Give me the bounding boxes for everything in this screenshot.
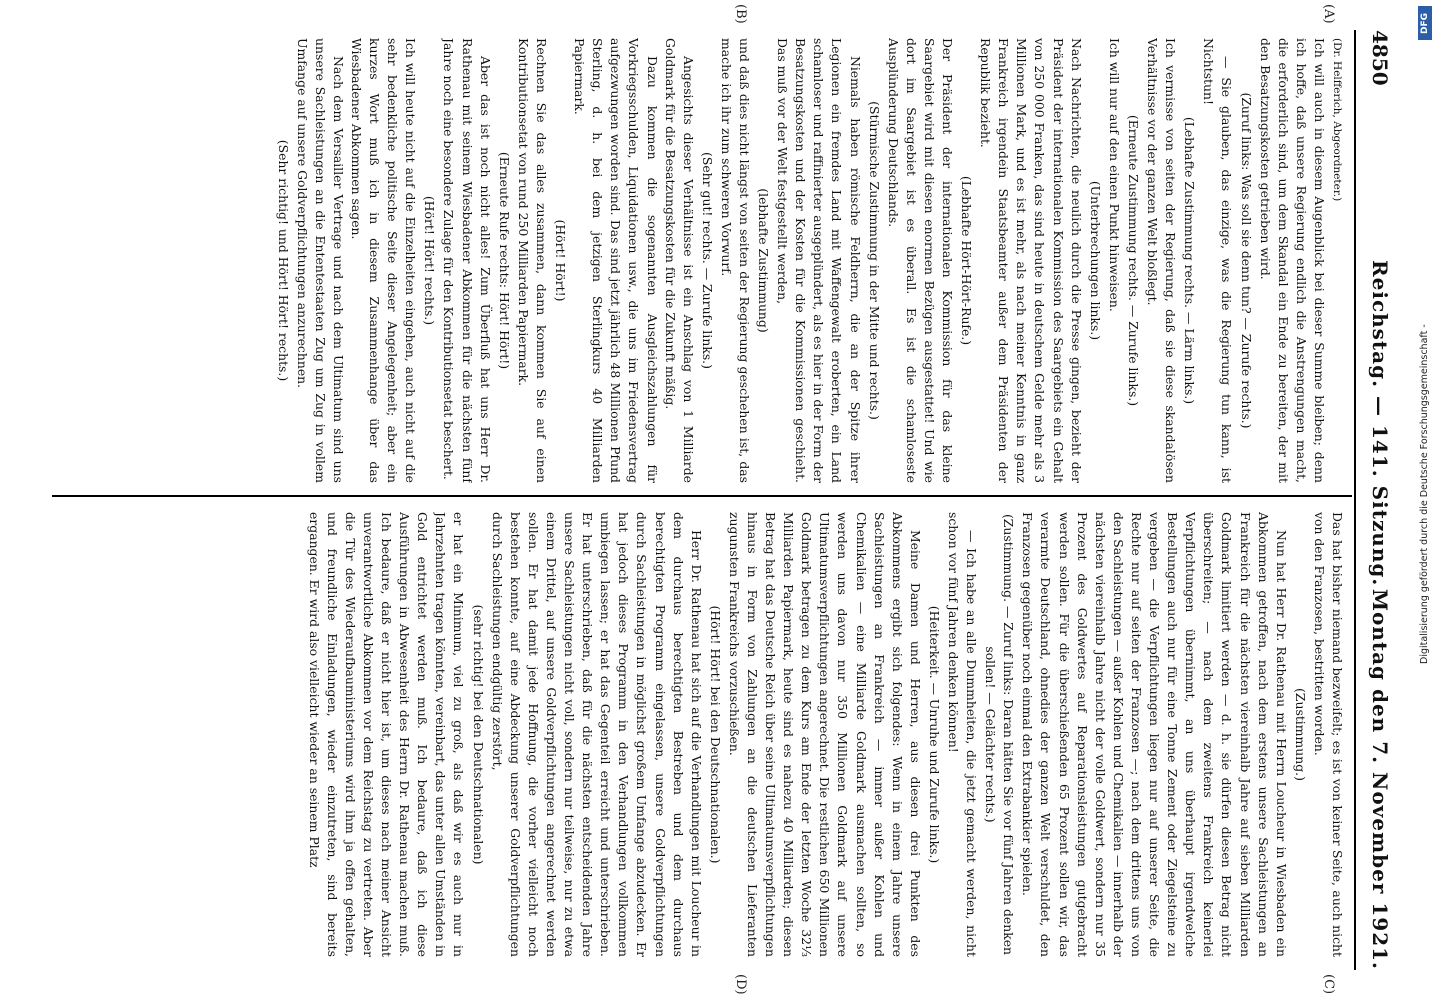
column-divider xyxy=(52,495,1352,497)
paragraph: Dazu kommen die sogenannten Ausgleichszahlungen für Vorkriegsschulden, Liquidationen usw., die uns im Friedensvertrag aufgezwungen worden sind. Das sind jetzt jährlich 48 Millionen Pfund Sterling, d. h. bei dem jetzigen Sterlingkurs 40 Milliarden Papiermark. xyxy=(572,38,660,483)
interjection: (Hört! Hört!) xyxy=(553,219,569,302)
paragraph: — Sie glauben, das einzige, was die Regierung tun kann, ist Nichtstun! xyxy=(1201,38,1235,483)
paragraph: Herr Dr. Rathenau hat sich auf die Verhandlungen mit Loucheur in dem durchaus berechtigten Bestreben und dem durchaus berechtigten Programm eingelassen, unsere Goldverpflichtungen durch Sachleistungen in möglichst großem Umfange abzudecken. Er hat jedoch dieses Programm in den Verhandlungen vollkommen umbiegen lassen; er hat das Gegenteil erreicht und unterschrieben. Er hat unterschrieben, daß für die nächsten entscheidenden Jahre unsere Sachleistungen nicht voll, sondern nur teilweise, nur zu etwa einem Drittel, auf unsere Goldverpflichtungen angerechnet werden sollen. Er hat damit jede Hoffnung, die vorher vielleicht noch bestehen konnte, auf eine Abdeckung unserer Goldverpflichtungen durch Sachleistungen endgültig zerstört, xyxy=(489,512,704,957)
interjection: (Erneute Rufe rechts: Hört! Hört!) xyxy=(496,151,512,370)
paragraph: Ich will heute nicht auf die Einzelheiten eingehen, auch nicht auf die sehr bedenkliche politische Seite dieser Angelegenheit; aber ein kurzes Wort muß ich in diesem Zusammenhange über das Wiesbadener Abkommen sagen. xyxy=(349,38,419,483)
interjection: (Heiterkeit. — Unruhe und Zurufe links.) xyxy=(926,605,942,864)
paragraph: Angesichts dieser Verhältnisse ist ein Anschlag von 1 Milliarde Goldmark für die Besatzungskosten für die Zukunft mäßig. xyxy=(662,38,696,483)
interjection: (Zuruf links: Was soll sie denn tun? — Zurufe rechts.) xyxy=(1238,92,1254,429)
paragraph: Nach dem Versailler Vertrage und nach dem Ultimatum sind uns unsere Sachleistungen an die Ententestaaten Zug um Zug in vollem Umfange auf unsere Goldverpflichtungen anzurechnen. xyxy=(294,38,346,483)
digitization-credit-strip xyxy=(1416,0,1434,1000)
header-rule xyxy=(1354,30,1356,970)
paragraph: er hat ein Minimum, viel zu groß, als daß wir es auch nur in Jahrzehnten tragen könnten, vereinbart, das unter allen Umständen in Gold entrichtet werden muß. Ich bedaure, daß ich diese Ausführungen in Abwesenheit des Herrn Dr. Rathenau machen muß. Ich bedaure, daß er nicht hier ist, um dieses nach meiner Ansicht unverantwortliche Abkommen vor dem Reichstag zu vertreten. Aber die Tür des Wiederaufbauministeriums wird ihm ja offen gehalten, und freundliche Einladungen, wieder einzutreten, sind bereits ergangen. Er wird also vielleicht wieder an seinem Platz xyxy=(306,512,467,957)
margin-mark-d: (D) xyxy=(733,974,748,995)
interjection: (sehr richtig! bei den Deutschnationalen) xyxy=(470,604,486,865)
page-content xyxy=(38,4,1398,995)
interjection: (Lebhafte Zustimmung rechts. — Lärm links.) xyxy=(1182,116,1198,405)
right-column xyxy=(46,512,1346,957)
paragraph: Der Präsident der internationalen Kommission für das kleine Saargebiet wird mit diesen enormen Bezügen ausgestattet! Und wie dort im Saargebiet ist es überall. Es ist die schamloseste Ausplünderung Deutschlands. xyxy=(885,38,956,483)
paragraph: Nun hat Herr Dr. Rathenau mit Herrn Loucheur in Wiesbaden ein Abkommen getroffen, nach dem erstens unsere Sachleistungen an Frankreich für die nächsten viereinhalb Jahre auf sieben Milliarden Goldmark limitiert werden — d. h. sie dürfen diesen Betrag nicht überschreiten; — nach dem zweitens Frankreich keinerlei Verpflichtungen übernimmt, an uns überhaupt irgendwelche Bestellungen auch nur für eine Tonne Zement oder Ziegelsteine zu vergeben — die Verpflichtungen liegen nur auf unserer Seite, die Rechte nur auf seiten der Franzosen —; nach dem drittens uns von den Sachleistungen — außer Kohlen und Chemikalien — innerhalb der nächsten viereinhalb Jahre nicht der volle Goldwert, sondern nur 35 Prozent des Goldwertes auf Reparationsleistungen gutgebracht werden sollen. Für die überschießenden 65 Prozent sollen wir, das verarmte Deutschland, ohnedies der ganzen Welt verschuldet, den Franzosen gegenüber noch einmal den Extrabankier spielen. xyxy=(1020,512,1289,957)
interjection: (Sehr richtig! und Hört! Hört! rechts.) xyxy=(275,139,291,382)
running-title: Reichstag. — 141. Sitzung. xyxy=(1368,260,1392,587)
interjection: (Erneute Zustimmung rechts. — Zurufe links.) xyxy=(1125,114,1141,407)
interjection: (Zustimmung.) xyxy=(1292,688,1308,781)
left-column xyxy=(46,38,1346,483)
margin-mark-b: (B) xyxy=(733,4,748,24)
paragraph: Meine Damen und Herren, aus diesen drei Punkten des Abkommens ergibt sich folgendes: Wenn in einem Jahre unsere Sachleistungen an Frankreich — immer außer Kohlen und Chemikalien — eine Milliarde Goldmark ausmachen sollten, so werden uns davon nur 350 Millionen Goldmark auf unsere Ultimatumsverpflichtungen angerechnet. Die restlichen 650 Millionen Goldmark betragen zu dem Kurs am Ende der letzten Woche 32⅓ Milliarden Papiermark, heute sind es nahezu 40 Milliarden; diesen Betrag hat das Deutsche Reich über seine Ultimatumsverpflichtungen hinaus in Form von Zahlungen an die deutschen Lieferanten zugunsten Frankreichs vorzuschießen. xyxy=(726,512,923,957)
digitization-credit: Digitalisierung gefördert durch die Deutsche Forschungsgemeinschaft - xyxy=(1419,324,1430,664)
interjection: (Hört! Hört! rechts.) xyxy=(422,195,438,326)
paragraph: Ich will nur auf den einen Punkt hinweisen. xyxy=(1106,38,1122,312)
margin-mark-c: (C) xyxy=(1321,974,1336,995)
interjection: (Lebhafte Hört-Hört-Rufe.) xyxy=(959,175,975,346)
paragraph: — Ich habe an alle Dummheiten, die jetzt gemacht werden, nicht schon vor fünf Jahren denken können! xyxy=(946,512,980,957)
margin-mark-a: (A) xyxy=(1321,4,1336,24)
running-head xyxy=(1358,30,1398,970)
interjection: (Hört! Hört! bei den Deutschnationalen.) xyxy=(707,605,723,864)
running-date: Montag den 7. November 1921. xyxy=(1368,588,1392,970)
interjection: (lebhafte Zustimmung) xyxy=(756,188,772,333)
paragraph: Aber das ist noch nicht alles! Zum Überfluß hat uns Herr Dr. Rathenau mit seinem Wiesbadener Abkommen für die nächsten fünf Jahre noch eine besondere Zulage für den Kontributionsetat beschert. xyxy=(441,38,493,483)
interjection: (Unterbrechungen links.) xyxy=(1087,180,1103,341)
interjection: (Stürmische Zustimmung in der Mitte und rechts.) xyxy=(866,101,882,420)
paragraph: Nach Nachrichten, die neulich durch die Presse gingen, bezieht der Präsident der internationalen Kommission des Saargebiets ein Gehalt von 250 000 Franken, das sind heute in deutschem Gelde mehr als 3 Millionen Mark, und es ist mehr, als nach meiner Kenntnis in ganz Frankreich irgendein Staatsbeamter außer dem Präsidenten der Republik bezieht. xyxy=(978,38,1084,483)
paragraph: Das hat bisher niemand bezweifelt; es ist von keiner Seite, auch nicht von den Franzosen, bestritten worden. xyxy=(1311,512,1345,957)
paragraph: Rechnen Sie das alles zusammen, dann kommen Sie auf einen Kontributionsetat von rund 250 Milliarden Papiermark. xyxy=(515,38,549,483)
dfg-logo: DFG xyxy=(1418,6,1432,40)
paragraph: Ich vermisse von seiten der Regierung, daß sie diese skandalösen Verhältnisse vor der ganzen Welt bloßlegt. xyxy=(1145,38,1179,483)
interjection: (Sehr gut! rechts. — Zurufe links.) xyxy=(699,152,715,369)
page-number: 4850 xyxy=(1368,30,1392,86)
paragraph: Niemals haben römische Feldherrn, die an der Spitze ihrer Legionen ein fremdes Land mit Waffengewalt eroberten, ein Land schamloser und raffinierter ausgeplündert, als es hier in der Form der Besatzungskosten und der Kosten für die Kommissionen geschieht. Das muß vor der Welt festgestellt werden, xyxy=(775,38,863,483)
paragraph: Ich will auch in diesem Augenblick bei dieser Summe bleiben; denn ich hoffe, daß unsere Regierung endlich die Anstrengungen macht, die erforderlich sind, um dem Skandal ein Ende zu bereiten, der mit den Besatzungskosten getrieben wird. xyxy=(1257,38,1327,483)
speaker-line: (Dr. Helfferich, Abgeordneter.) xyxy=(1331,38,1343,202)
interjection: (Zustimmung. — Zuruf links: Daran hätten Sie vor fünf Jahren denken sollen! — Gelächter rechts.) xyxy=(983,513,1017,956)
paragraph: und daß dies nicht längst von seiten der Regierung geschehen ist, das mache ich ihr zum schweren Vorwurf. xyxy=(718,38,752,483)
